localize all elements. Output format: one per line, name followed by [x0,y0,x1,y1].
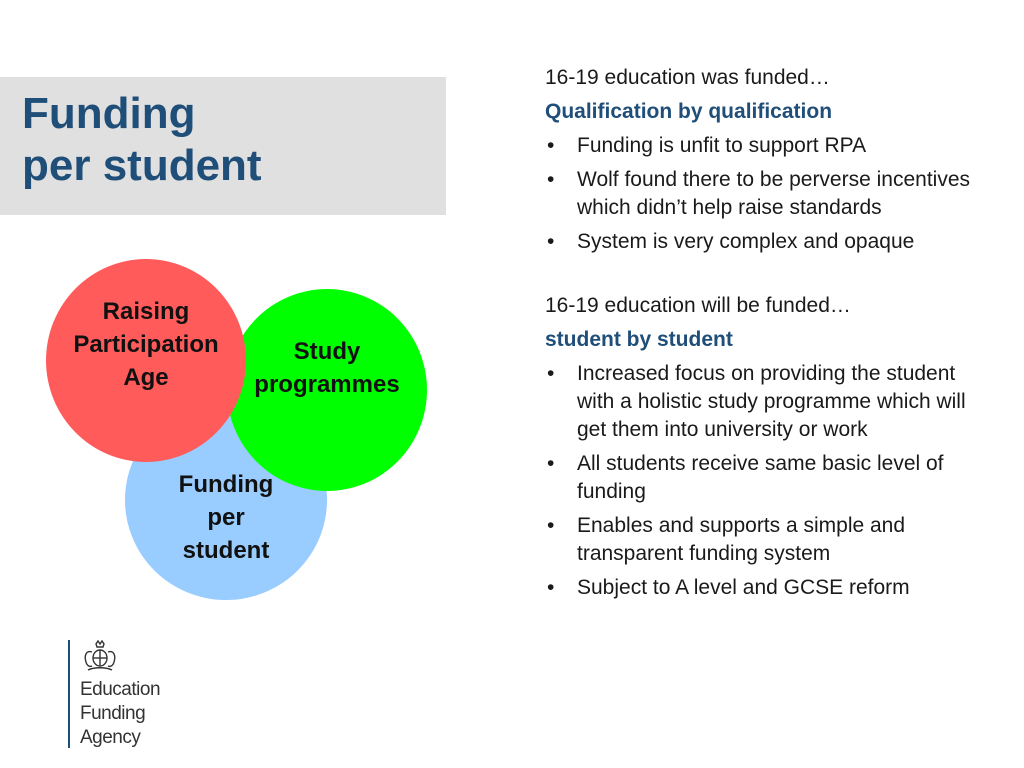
list-item: • System is very complex and opaque [545,228,995,256]
list-item: • Subject to A level and GCSE reform [545,574,995,602]
study-circle-line-1: Study [293,338,361,365]
raising-circle-line-3: Age [123,364,169,391]
section2-subheading: student by student [545,328,733,351]
content-panel [545,60,995,608]
funding-circle-line-2: per [207,503,245,531]
raising-participation-age-circle [46,259,246,462]
list-item: • Enables and supports a simple and transparent funding system [545,512,995,568]
list-item: • Increased focus on providing the student with a holistic study programme which will get them into university or work [545,360,995,444]
logo-line-2: Funding [80,703,146,724]
list-item: • All students receive same basic level of funding [545,450,995,506]
royal-crest-icon [80,640,120,674]
raising-circle-line-1: Raising [102,298,190,325]
study-programmes-circle [227,289,427,491]
title-line-1: Funding [22,89,196,138]
raising-circle-line-2: Participation [73,331,219,358]
section1-heading: 16-19 education was funded… [545,66,830,89]
section2-heading: 16-19 education will be funded… [545,294,851,317]
section2-bullet-list [545,360,995,602]
logo-line-3: Agency [80,727,141,748]
efa-logo [68,640,200,748]
list-item: • Wolf found there to be perverse incentives which didn’t help raise standards [545,166,995,222]
logo-line-1: Education [80,679,161,700]
title-line-2: per student [22,141,262,190]
section1-bullet-list [545,132,995,256]
logo-wordmark [80,678,160,750]
list-item: • Funding is unfit to support RPA [545,132,995,160]
funding-circle-line-1: Funding [178,470,274,498]
study-circle-line-2: programmes [254,371,400,398]
page-title [22,88,262,192]
section1-subheading: Qualification by qualification [545,100,833,123]
funding-circle-line-3: student [182,536,270,564]
